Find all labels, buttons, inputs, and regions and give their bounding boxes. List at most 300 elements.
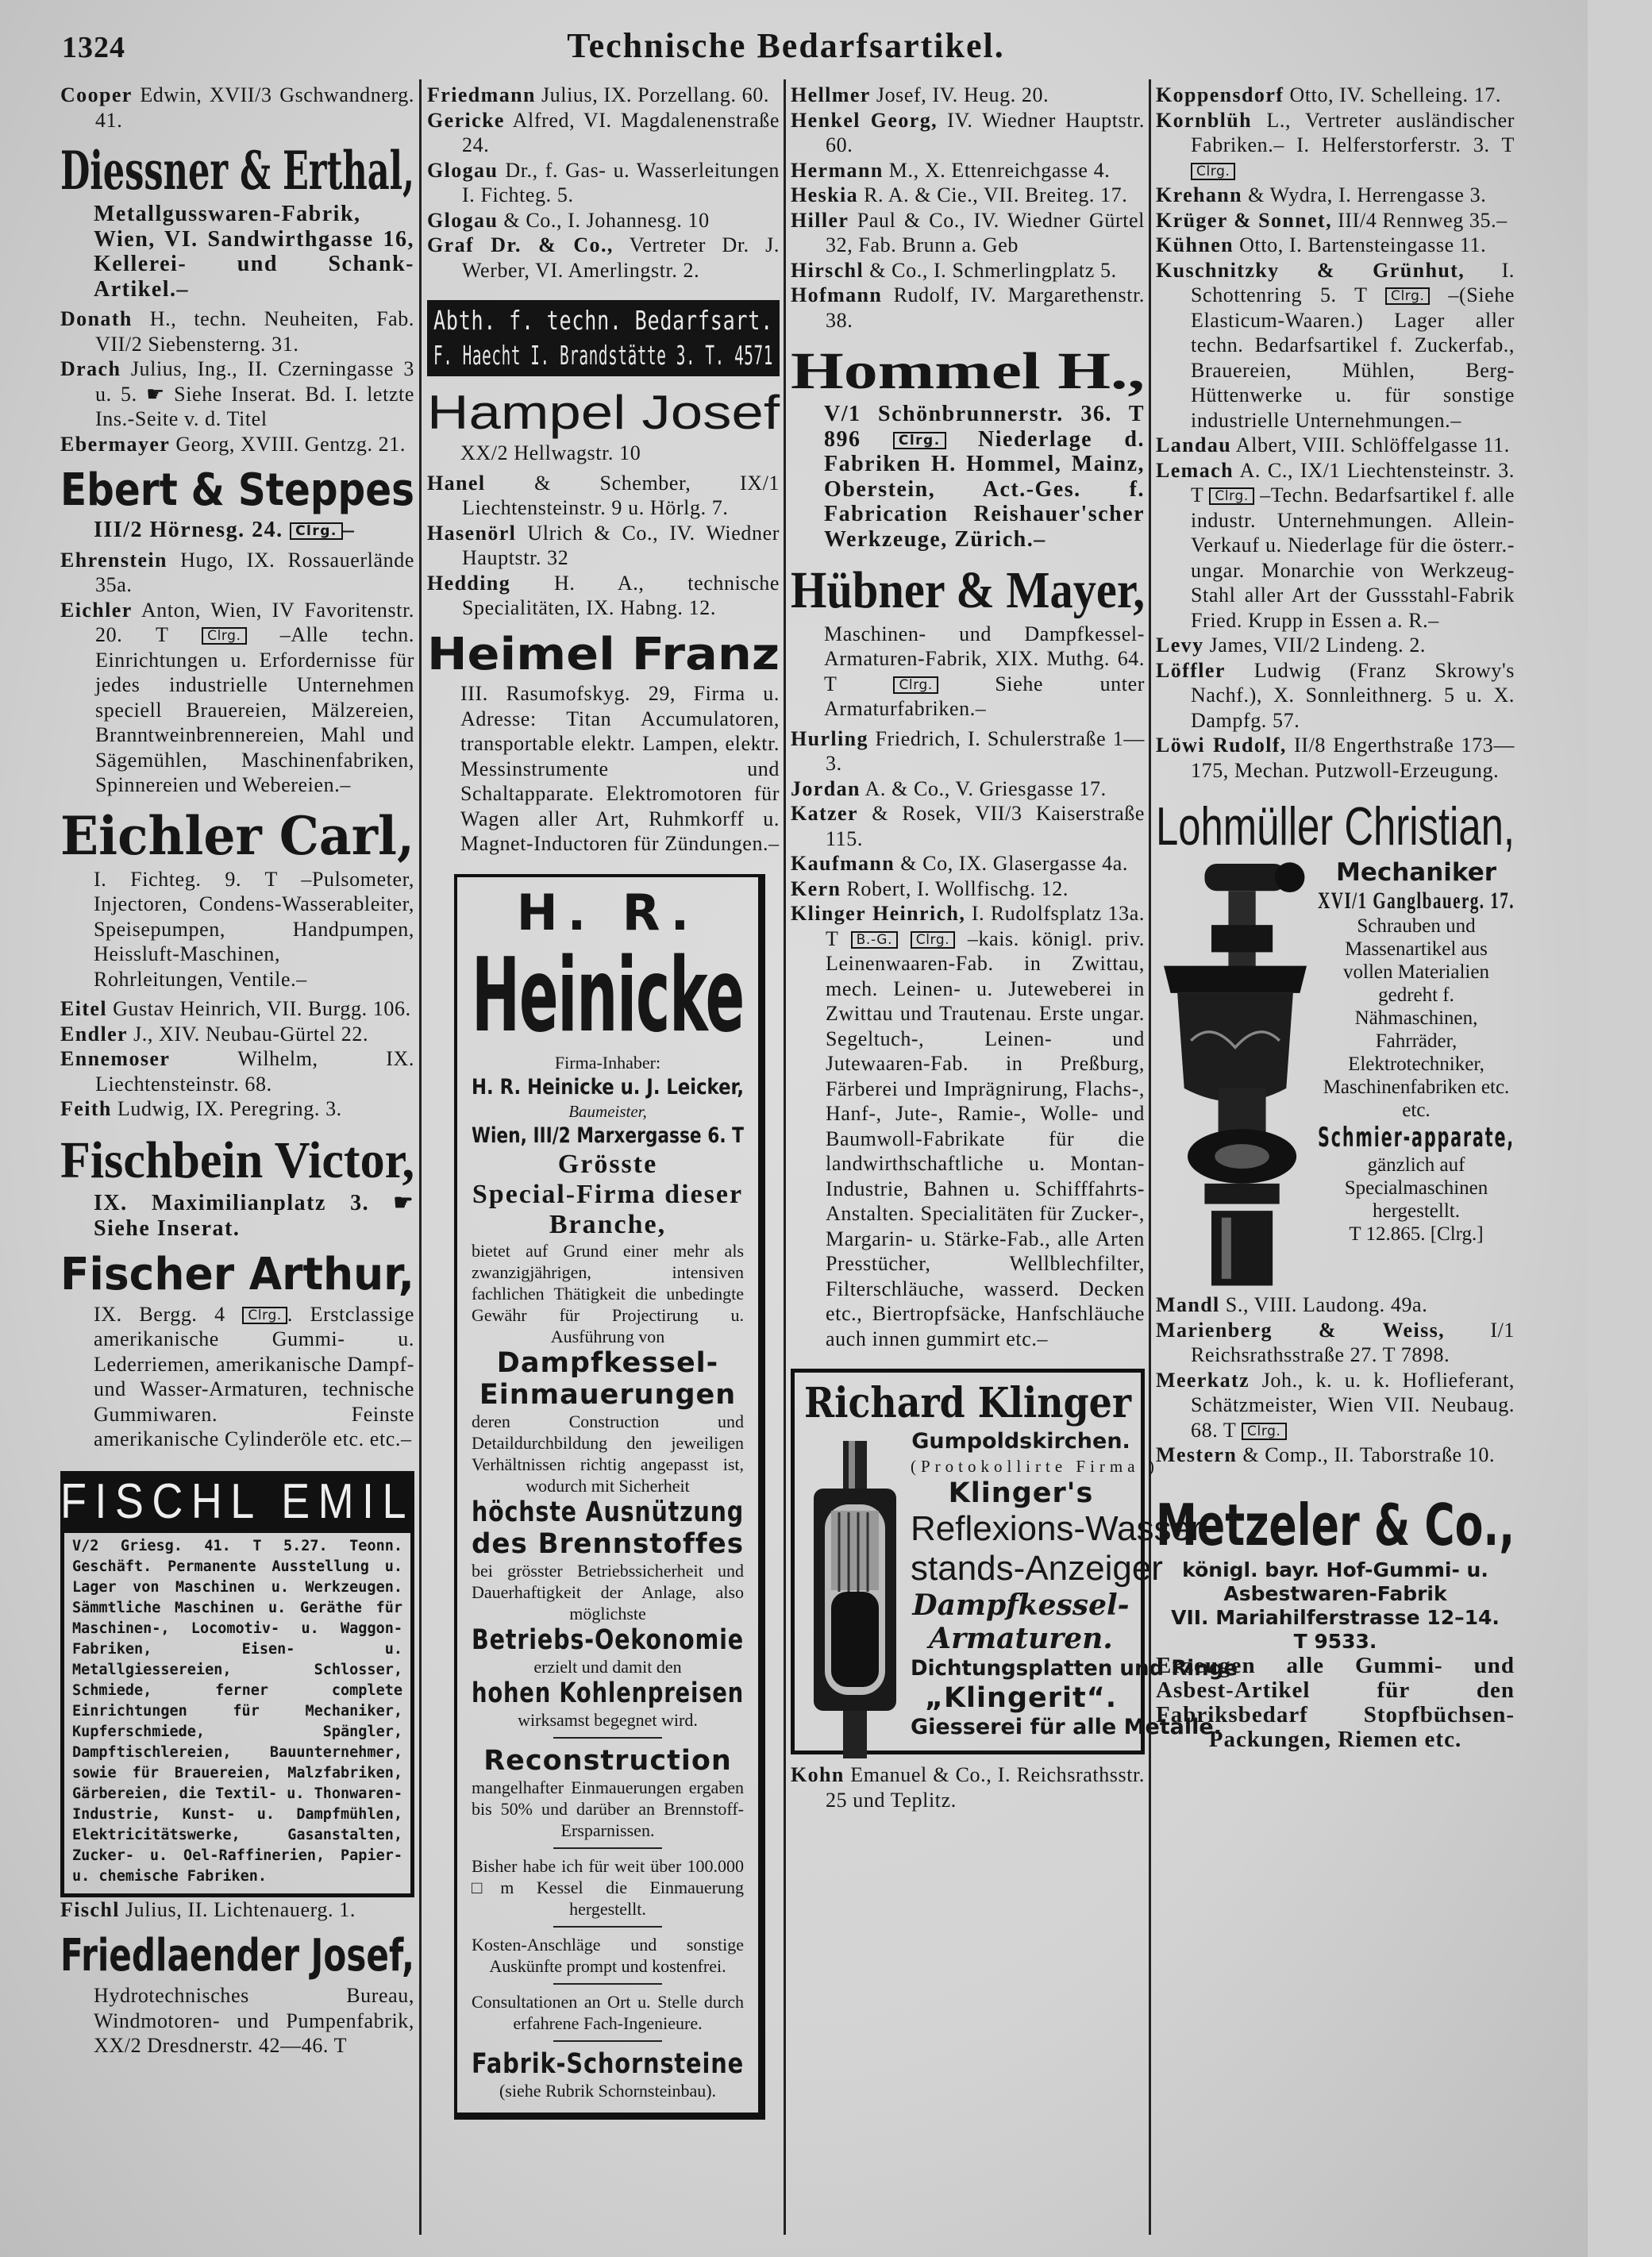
display-entry [60,804,414,992]
ad-line-text: H. R. [516,883,699,942]
directory-entry [791,726,1145,776]
ad-line [472,1347,744,1379]
ad-line-text: Klinger's [948,1477,1094,1510]
ad-line: Kosten-Anschläge und sonstige Auskünfte prompt und kostenfrei. [472,1934,744,1976]
ad-line-text: Branche, [549,1209,667,1239]
entry-text: Hugo, IX. Rossauerlände 35a. [95,548,414,597]
entry-name: Klinger Heinrich, [791,902,966,926]
clearing-badge: Clrg. [893,676,938,694]
ad-line-text: XVI/1 Ganglbauerg. 17. [1318,888,1515,914]
ad-line-text: stands-Anzeiger [911,1549,1163,1589]
entry-name: Glogau [427,208,499,232]
display-entry-title [60,1249,414,1301]
ad-title-bar-text: FISCHL EMIL [60,1473,414,1529]
entry-name: Ehrenstein [60,548,168,572]
entry-text: IX. Bergg. 4 [94,1302,243,1326]
entry-name: Friedmann [427,83,536,106]
directory-entry [427,208,780,233]
ad-line-text: Dichtungsplatten und Ringe [911,1656,1238,1681]
ad-line [472,1496,744,1528]
entry-text: Rudolf, IV. Margarethenstr. 38. [826,283,1145,332]
entry-text: & Co., I. Johannesg. 10 [503,208,710,232]
directory-entry [791,851,1145,876]
lubricator-illustration [1164,864,1307,1292]
divider [553,1983,662,1985]
ad-line: Firma-Inhaber: [554,1052,661,1073]
entry-name: Eichler [60,598,133,622]
entry-text: A. C., IX/1 Liechtensteinstr. 3. T [1191,458,1515,506]
ad-line [472,1180,744,1210]
entry-name: Cooper [60,83,133,106]
directory-entry [1156,458,1515,634]
ad-line: Schrauben und Massenartikel aus vollen Materialien gedreht f. Nähmaschinen, Fahrräder, Elektrotechniker, Maschinenfabriken etc. etc. [1323,915,1510,1121]
entry-text: V/1 Schönbrunnerstr. 36. T 896 [824,402,1145,452]
display-entry-text [60,867,414,992]
directory-entry [60,432,414,457]
entry-name: Hedding [427,571,511,595]
ad-line [472,1123,744,1150]
entry-name: Marienberg & Weiss, [1156,1318,1446,1342]
entry-text: & Co., I. Schmerlingplatz 5. [869,258,1117,282]
fischl-advertisement [60,1471,414,1897]
display-entry [60,1249,414,1452]
directory-entry [427,233,780,283]
entry-name: Krüger & Sonnet, [1156,208,1332,232]
ad-line-text: Heinicke [472,936,744,1055]
column-1 [60,83,414,2063]
directory-entry [791,901,1145,1351]
ad-line: wirksamst begegnet wird. [518,1709,698,1730]
display-title-text: Diessner & Erthal, [60,140,414,202]
clearing-badge: Clrg. [202,627,246,645]
entry-text: XX/2 Hellwagstr. 10 [460,441,641,464]
entry-text: Paul & Co., IV. Wiedner Gürtel 32, Fab. Brunn a. Geb [826,208,1145,256]
entry-text: Dr., f. Gas- u. Wasserleitungen I. Fichteg. 5. [462,158,780,206]
directory-entry [60,306,414,356]
entry-text: L., Vertreter ausländischer Fabriken.– I. Helferstorferstr. 3. T [1191,108,1515,156]
entry-text: Vertreter Dr. J. Werber, VI. Amerlingstr. 2. [462,233,780,282]
entry-text: –Techn. Bedarfsartikel f. alle industr. Unternehmungen. Allein-Verkauf u. Niederlage für die österr.-ungar. Monarchie von Werkzeug-Stahl aller Art der Gussstahl-Fabrik Fried. Krupp in Essen a. R.– [1191,483,1515,632]
ad-line-text: „Klingerit“. [924,1682,1118,1715]
divider [553,1847,662,1849]
entry-name: Löffler [1156,658,1226,682]
ad-line: deren Construction und Detaildurchbildung den jeweiligen Verhältnissen richtig angepasst ist, wodurch mit Sicherheit [472,1411,744,1496]
ad-line [472,2048,744,2080]
ad-line: Bisher habe ich für weit über 100.000 □m Kessel die Einmauerung hergestellt. [472,1855,744,1919]
ad-title-text: Richard Klinger [804,1379,1131,1428]
entry-name: Hirschl [791,258,865,282]
ad-line-text: Gumpoldskirchen. [911,1429,1130,1454]
display-entry [427,387,780,466]
directory-entry [791,776,1145,802]
entry-text: Anton, Wien, IV Favoritenstr. 20. T [95,598,415,647]
entry-text: Ludwig (Franz Skrowy's Nachf.), X. Sonnleithnerg. 5 u. X. Dampfg. 57. [1191,658,1515,732]
ad-line-text: Reflexions-Wasser- [911,1509,1215,1549]
ad-line-text: Dampfkessel- [496,1346,719,1379]
entry-text [898,927,911,950]
entry-text: Otto, IV. Schelleing. 17. [1289,83,1501,106]
ad-line-text: F. Haecht I. Brandstätte 3. T. 4571 [433,340,773,371]
directory-entry [60,356,414,432]
inverted-advertisement [427,300,780,376]
ad-line-text: Dampfkessel- [912,1589,1130,1623]
directory-entry [427,158,780,208]
ad-line-text: Fabrik-Schornsteine [472,2047,744,2080]
ad-line-text: des Brennstoffes [472,1527,744,1560]
display-entry-text [60,518,414,543]
ad-line [472,1150,744,1180]
entry-text: H., techn. Neuheiten, Fab. VII/2 Siebensterng. 31. [95,307,414,356]
display-entry [60,1130,414,1241]
entry-text: III/4 Rennweg 35.– [1338,208,1508,232]
display-title-text: Fischbein Victor, [60,1130,414,1189]
entry-name: Meerkatz [1156,1368,1250,1392]
entry-text: IV. Wiedner Hauptstr. 60. [826,108,1145,156]
clearing-badge: Clrg. [893,432,946,449]
directory-entry [1156,1368,1515,1443]
entry-text: Niederlage d. Fabriken H. Hommel, Mainz, Oberstein, Act.-Ges. f. Fabrication Reishauer'scher Werkzeuge, Zürich.– [824,426,1145,552]
directory-entry [1156,108,1515,183]
divider [553,1737,662,1739]
entry-text: Maschinen- und Dampfkessel-Armaturen-Fabrik, XIX. Muthg. 64. T [824,622,1145,695]
ad-title-text: Lohmüller Christian, [1156,796,1515,857]
clearing-badge: Clrg. [1242,1423,1286,1440]
entry-text: R. A. & Cie., VII. Breiteg. 17. [864,183,1128,206]
ad-line-text: Giesserei für alle Metalle. [911,1715,1222,1740]
display-title-text: Ebert & Steppes [60,464,414,517]
display-entry-title [60,140,414,202]
column-divider [784,79,786,2235]
directory-entry [60,1096,414,1122]
entry-text: Ulrich & Co., IV. Wiedner Hauptstr. 32 [462,521,780,569]
entry-text: Joh., k. u. k. Hoflieferant, Schätzmeister, Wien VII. Neubaug. 68. T [1191,1368,1515,1442]
entry-text: James, VII/2 Lindeng. 2. [1209,634,1427,657]
entry-text: Julius, IX. Porzellang. 60. [541,83,769,106]
entry-text: I. Fichteg. 9. T –Pulsometer, Injectoren, Condens-Wasserableiter, Speisepumpen, Handpumpen, Heissluft-Maschinen, Rohrleitungen, Ventile.– [94,867,414,991]
display-entry-text [791,622,1145,722]
page-number: 1324 [62,31,125,64]
display-title-text: Eichler Carl, [60,804,414,867]
ad-line: VII. Mariahilferstrasse 12–14. [1171,1605,1500,1629]
ad-line [472,1074,744,1101]
entry-name: Feith [60,1097,112,1121]
entry-text: & Rosek, VII/3 Kaiserstraße 115. [826,802,1145,850]
entry-name: Donath [60,307,133,331]
column-divider [419,79,422,2235]
ad-line [472,1528,744,1560]
ad-line-text: hohen Kohlenpreisen [472,1677,744,1709]
ad-title [1156,1492,1515,1558]
entry-name: Jordan [791,776,861,800]
display-title-text: Fischer Arthur, [60,1249,414,1301]
ad-line: Consultationen an Ort u. Stelle durch erfahrene Fach-Ingenieure. [472,1991,744,2033]
clearing-badge: Clrg. [1209,487,1253,505]
ad-line [433,338,773,373]
entry-name: Hanel [427,471,486,495]
entry-text: Georg, XVIII. Gentzg. 21. [175,432,406,456]
ad-line-text: H. R. Heinicke u. J. Leicker, [472,1074,744,1100]
clearing-badge: Clrg. [290,522,343,540]
ad-title-bar [60,1471,414,1533]
display-entry [60,1930,414,2058]
directory-entry [791,208,1145,258]
entry-text: Friedrich, I. Schulerstraße 1—3. [826,726,1145,776]
display-entry-text [60,202,414,302]
ad-line-text: (Protokollirte Firma.) [911,1457,1159,1477]
entry-text: –Alle techn. Einrichtungen u. Erfordernisse für jedes industrielle Unternehmen speciell Brauereien, Mälzereien, Branntweinbrennereien, Mahl und Sägemühlen, Maschinenfabriken, Spinnereien und Webereien.– [95,623,414,797]
display-entry [427,628,780,857]
display-entry [791,344,1145,552]
divider [553,2040,662,2042]
display-entry [791,563,1145,721]
entry-text: I. Rudolfsplatz 13a. T [826,902,1145,950]
divider [553,1926,662,1928]
directory-entry [60,598,414,798]
display-entry-title [427,387,780,437]
entry-text: Gustav Heinrich, VII. Burgg. 106. [113,997,411,1021]
entry-name: Hermann [791,158,884,182]
entry-text: –(Siehe Elasticum-Waaren.) Lager aller techn. Bedarfsartikel f. Zuckerfab., Brauereien, Mühlen, Berg-Hüttenwerke u. für sonstige industrielle Unternehmungen.– [1191,283,1515,432]
entry-text: Wilhelm, IX. Liechtensteinstr. 68. [95,1047,414,1096]
ad-line: T 12.865. [Clrg.] [1349,1223,1484,1245]
ad-line [472,885,744,941]
entry-text: Otto, I. Bartensteingasse 11. [1239,233,1487,256]
entry-text: J., XIV. Neubau-Gürtel 22. [133,1022,369,1046]
display-entry-title [791,563,1145,618]
ad-line-text: Special-Firma dieser [472,1179,744,1209]
running-head: Technische Bedarfsartikel. [567,26,1005,65]
entry-text: A. & Co., V. Griesgasse 17. [865,776,1107,800]
ad-line-text: Abth. f. techn. Bedarfsart. [433,305,773,336]
ad-line: königl. bayr. Hof-Gummi- u. Asbestwaren-Fabrik [1182,1558,1488,1605]
clearing-badge: Clrg. [242,1307,287,1324]
entry-text: II/8 Engerthstraße 173—175, Mechan. Putzwoll-Erzeugung. [1191,734,1515,782]
directory-entry [1156,1292,1515,1318]
ad-line [472,1745,744,1777]
ad-line-text: Grösste [557,1149,658,1179]
entry-text: Hydrotechnisches Bureau, Windmotoren- und Pumpenfabrik, XX/2 Dresdnerstr. 42—46. T [94,1984,414,2058]
entry-name: Kuschnitzky & Grünhut, [1156,258,1465,282]
entry-name: Drach [60,357,121,381]
entry-name: Löwi Rudolf, [1156,734,1287,757]
display-title-text: Hampel Josef [427,386,780,439]
ad-title [804,1379,1131,1428]
directory-entry [1156,183,1515,208]
display-entry-text [427,681,780,857]
entry-text: & Schember, IX/1 Liechtensteinstr. 9 u. Hörlg. 7. [462,471,780,519]
display-title-text: Heimel Franz [427,628,780,680]
entry-name: Landau [1156,433,1232,456]
entry-text: III. Rasumofskyg. 29, Firma u. Adresse: Titan Accumulatoren, transportable elektr. Lampen, elektr. Messinstrumente und Schaltapparate. Elektromotoren für Wagen aller Art, Ruhmkorff u. Magnet-Inductoren für Zündungen.– [460,682,780,856]
entry-name: Kornblüh [1156,108,1253,132]
entry-text: Edwin, XVII/3 Gschwandnerg. 41. [95,83,414,132]
directory-entry [791,108,1145,158]
entry-name: Lemach [1156,458,1234,482]
display-entry-text [427,441,780,466]
entry-name: Hiller [791,208,849,232]
entry-name: Fischl [60,1897,120,1921]
entry-text: Ludwig, IX. Peregring. 3. [117,1097,342,1121]
ad-line: bei grösster Betriebssicherheit und Dauerhaftigkeit der Anlage, also möglichste [472,1560,744,1623]
directory-entry [791,876,1145,902]
display-entry-text [60,1191,414,1241]
display-entry-title [60,1130,414,1189]
directory-entry [427,471,780,521]
directory-entry [1156,1318,1515,1368]
display-title-text: Hübner & Mayer, [791,561,1145,620]
display-title-text: Friedlaender Josef, [60,1930,414,1982]
ad-line [472,1210,744,1240]
entry-text: IX. Maximilianplatz 3. ☛ Siehe Inserat. [94,1191,414,1241]
entry-name: Hasenörl [427,521,517,545]
entry-name: Glogau [427,158,499,182]
ad-line: bietet auf Grund einer mehr als zwanzigjährigen, intensiven fachlichen Thätigkeit die unbedingte Gewähr für Projectirung u. Ausführung von [472,1240,744,1346]
directory-entry [791,183,1145,208]
directory-entry [1156,633,1515,658]
display-entry-text [791,402,1145,552]
directory-entry [1156,83,1515,108]
directory-entry [1156,208,1515,233]
entry-name: Kohn [791,1763,845,1787]
heinicke-advertisement [454,874,765,2120]
entry-name: Mandl [1156,1293,1220,1316]
ad-line: Baumeister, [568,1101,647,1121]
ad-line-text: Reconstruction [483,1744,732,1777]
metzeler-advertisement [1156,1492,1515,1752]
entry-text: Metallgusswaren-Fabrik, Wien, VI. Sandwirthgasse 16, Kellerei- und Schank-Artikel.– [94,202,414,302]
column-2 [427,83,780,2128]
directory-entry [427,521,780,571]
display-entry-title [791,344,1145,399]
entry-name: Kühnen [1156,233,1234,256]
entry-name: Endler [60,1022,128,1046]
water-gauge-illustration [807,1441,903,1758]
entry-name: Kaufmann [791,852,895,876]
entry-text: Alfred, VI. Magdalenenstraße 24. [462,108,780,156]
display-entry-title [427,628,780,680]
directory-entry [427,108,780,158]
directory-entry [60,548,414,598]
display-entry-title [60,464,414,517]
entry-text: & Comp., II. Taborstraße 10. [1242,1443,1496,1466]
entry-text: I. Schottenring 5. T [1191,258,1515,306]
entry-text: Siehe unter Armaturfabriken.– [824,672,1145,721]
directory-entry [60,1046,414,1096]
entry-name: Katzer [791,802,858,826]
display-entry-text [60,1302,414,1452]
ad-title [1156,795,1515,857]
entry-text: Emanuel & Co., I. Reichsrathsstr. 25 und Teplitz. [826,1763,1145,1812]
ad-line: (siehe Rubrik Schornsteinbau). [499,2080,717,2101]
entry-text: – [342,518,356,543]
column-divider [1149,79,1151,2235]
directory-entry [60,1897,414,1923]
entry-name: Mestern [1156,1443,1238,1466]
display-entry-title [60,1930,414,1982]
ad-line-text: Mechaniker [1335,858,1497,887]
entry-name: Heskia [791,183,858,206]
directory-entry [791,801,1145,851]
entry-name: Ebermayer [60,432,171,456]
ad-line-text: Armaturen. [929,1622,1113,1656]
entry-name: Kern [791,876,841,900]
directory-entry [1156,258,1515,433]
ad-line: erzielt und damit den [533,1656,682,1677]
clearing-badge: Clrg. [1385,287,1430,305]
clearing-badge: Clrg. [1191,163,1235,180]
display-entry-title [60,804,414,867]
directory-entry [427,83,780,108]
directory-entry [60,83,414,133]
ad-line [433,303,773,338]
ad-line: gänzlich auf Specialmaschinen hergestellt. [1344,1154,1488,1222]
ad-body-text: Erzeugen alle Gummi- und Asbest-Artikel für den Fabriksbedarf Stopfbüchsen-Packungen, Riemen etc. [1156,1652,1515,1752]
directory-entry [1156,233,1515,258]
entry-text: M., X. Ettenreichgasse 4. [888,158,1111,182]
entry-text: S., VIII. Laudong. 49a. [1225,1293,1428,1316]
entry-name: Graf Dr. & Co., [427,233,614,256]
directory-entry [60,996,414,1022]
lohmueller-advertisement [1156,795,1515,1292]
entry-name: Hofmann [791,283,883,306]
directory-entry [791,283,1145,333]
directory-entry [791,1762,1145,1812]
entry-text: III/2 Hörnesg. 24. [94,518,291,543]
entry-text: . Erstclassige amerikanische Gummi- u. Lederriemen, amerikanische Dampf- und Wasser-Armaturen, technische Gummiwaren. Feinste amerikanische Cylinderöle etc. etc.– [94,1302,414,1451]
entry-name: Ennemoser [60,1047,171,1071]
ad-line [472,1379,744,1411]
entry-text: & Wydra, I. Herrengasse 3. [1248,183,1487,206]
entry-text: Josef, IV. Heug. 20. [876,83,1049,106]
ad-line: mangelhafter Einmauerungen ergaben bis 50% und darüber an Brennstoff-Ersparnissen. [472,1777,744,1840]
entry-text: Julius, Ing., II. Czerningasse 3 u. 5. ☛ Siehe Inserat. Bd. I. letzte Ins.-Seite v. d. Titel [95,357,414,431]
directory-entry [791,158,1145,183]
display-entry [60,464,414,543]
ad-body-text: V/2 Griesg. 41. T 5.27. Teonn. Geschäft. Permanente Ausstellung u. Lager von Maschinen u. Werkzeugen. Sämmtliche Maschinen u. Geräthe für Maschinen-, Locomotiv- u. Waggon-Fabriken, Eisen- u. Metallgiessereien, Schlosser, Schmiede, ferner complete Einrichtungen für Mechaniker, Kupferschmiede, Spängler, Dampftischlereien, Bauunternehmer, sowie für Brauereien, Malzfabriken, Gärbereien, die Textil- u. Thonwaren-Industrie, Kunst- u. Dampfmühlen, Elektricitätswerke, Gasanstalten, Zucker- u. Oel-Raffinerien, Papier- u. chemische Fabriken. [60,1533,414,1897]
ad-title-text: Metzeler & Co., [1156,1491,1515,1558]
ad-line-text: höchste Ausnützung [472,1496,744,1528]
entry-text: Albert, VIII. Schlöffelgasse 11. [1235,433,1510,456]
clearing-badge: Clrg. [911,931,955,949]
column-4 [1156,83,1515,1752]
directory-entry [1156,1442,1515,1468]
entry-text: H. A., technische Specialitäten, IX. Habng. 12. [462,571,780,619]
ad-line [472,936,744,1055]
entry-name: Eitel [60,997,107,1021]
entry-name: Hurling [791,726,868,750]
entry-text: I/1 Reichsrathsstraße 27. T 7898. [1191,1318,1515,1366]
ad-line [472,1677,744,1709]
ad-line-text: Schmier-apparate, [1318,1122,1515,1154]
entry-text: Robert, I. Wollfischg. 12. [846,876,1069,900]
display-title-text: Hommel H., [791,342,1145,400]
entry-name: Levy [1156,634,1204,657]
directory-entry [791,258,1145,283]
directory-entry [427,571,780,621]
display-entry [60,140,414,302]
ad-line-text: Betriebs-Oekonomie [472,1623,744,1656]
ad-line-text: Einmauerungen [479,1378,737,1411]
directory-entry [1156,658,1515,734]
directory-entry [60,1022,414,1047]
entry-name: Gericke [427,108,505,132]
ad-line: T 9533. [1293,1629,1377,1653]
directory-entry [1156,733,1515,783]
ad-line [472,1624,744,1656]
entry-name: Krehann [1156,183,1243,206]
entry-text: Julius, II. Lichtenauerg. 1. [125,1897,356,1921]
entry-text: –kais. königl. priv. Leinenwaaren-Fab. in Zwittau, mech. Leinen- u. Juteweberei in Zwittau und Trautenau. Erste ungar. Segeltuch-, Leinen- und Jutewaaren-Fab. in Preßburg, Färberei und Imprägnirung, Flachs-, Hanf-, Jute-, Ramie-, Wolle- und Baumwoll-Fabrikate für die landwirthschaftliche u. Montan-Industrie, Bahnen u. Schifffahrts-Anstalten. Specialitäten für Zucker-, Margarin- u. Stärke-Fab., alle Arten Presstücher, Wellblechfilter, Filterschläuche, wasserd. Decken etc., Biertropfsäcke, Hanfschläuche auch innen gummirt etc.– [826,926,1145,1350]
